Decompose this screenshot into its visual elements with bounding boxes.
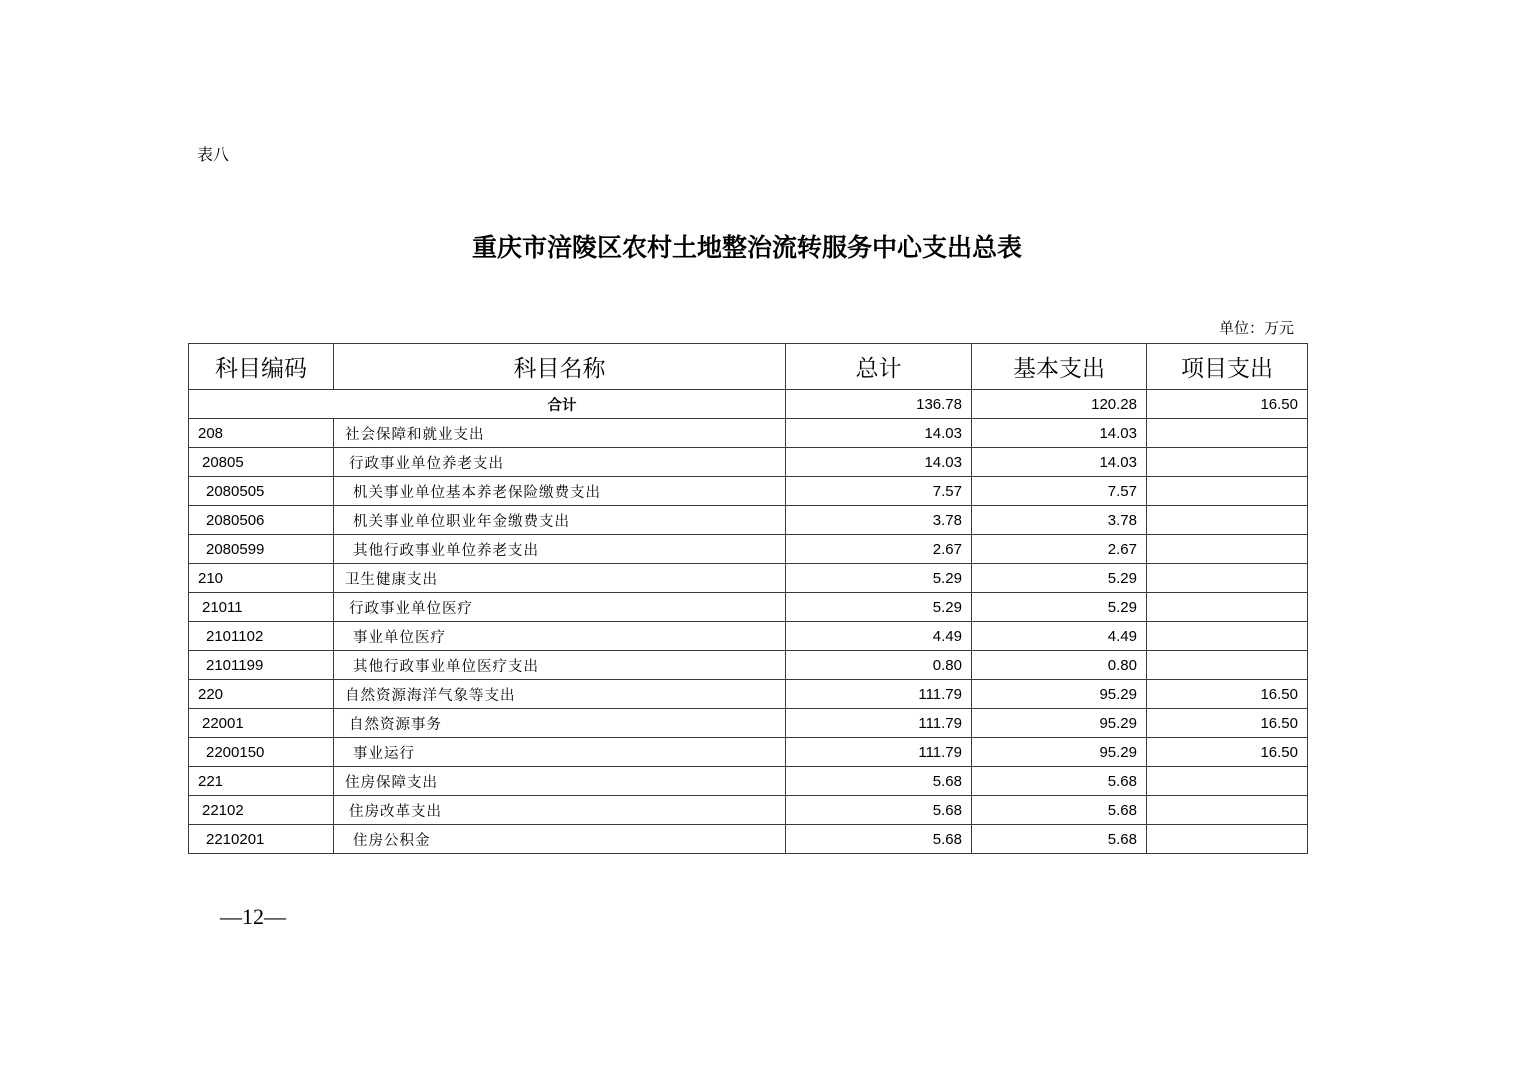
row-code: 220 bbox=[189, 680, 334, 709]
row-name: 住房改革支出 bbox=[334, 796, 786, 825]
row-project bbox=[1147, 506, 1308, 535]
row-project bbox=[1147, 477, 1308, 506]
row-project bbox=[1147, 825, 1308, 854]
header-row bbox=[189, 344, 1308, 390]
row-basic: 2.67 bbox=[972, 535, 1147, 564]
row-basic: 5.68 bbox=[972, 825, 1147, 854]
table-row bbox=[189, 825, 1308, 854]
row-code: 2080506 bbox=[189, 506, 334, 535]
row-code: 210 bbox=[189, 564, 334, 593]
table-row bbox=[189, 564, 1308, 593]
unit-label: 单位：万元 bbox=[1218, 319, 1294, 337]
row-project bbox=[1147, 593, 1308, 622]
row-total: 14.03 bbox=[786, 448, 972, 477]
row-project: 16.50 bbox=[1147, 738, 1308, 767]
table-row bbox=[189, 593, 1308, 622]
row-code: 2210201 bbox=[189, 825, 334, 854]
row-total: 111.79 bbox=[786, 680, 972, 709]
page-number: —12— bbox=[220, 904, 286, 929]
row-project: 16.50 bbox=[1147, 709, 1308, 738]
row-basic: 5.29 bbox=[972, 564, 1147, 593]
row-total: 5.68 bbox=[786, 767, 972, 796]
row-total: 3.78 bbox=[786, 506, 972, 535]
row-total: 111.79 bbox=[786, 709, 972, 738]
row-name: 卫生健康支出 bbox=[334, 564, 786, 593]
row-code: 2101102 bbox=[189, 622, 334, 651]
row-name: 其他行政事业单位医疗支出 bbox=[334, 651, 786, 680]
row-code: 21011 bbox=[189, 593, 334, 622]
row-name: 事业单位医疗 bbox=[334, 622, 786, 651]
row-project bbox=[1147, 564, 1308, 593]
table-row bbox=[189, 796, 1308, 825]
row-project bbox=[1147, 622, 1308, 651]
header-code: 科目编码 bbox=[189, 344, 334, 390]
expense-summary-table bbox=[188, 343, 1308, 854]
row-code: 2080599 bbox=[189, 535, 334, 564]
row-project bbox=[1147, 419, 1308, 448]
row-project bbox=[1147, 448, 1308, 477]
row-basic: 7.57 bbox=[972, 477, 1147, 506]
row-name: 机关事业单位职业年金缴费支出 bbox=[334, 506, 786, 535]
table-row bbox=[189, 448, 1308, 477]
row-name: 事业运行 bbox=[334, 738, 786, 767]
row-total: 111.79 bbox=[786, 738, 972, 767]
row-basic: 4.49 bbox=[972, 622, 1147, 651]
row-total: 5.29 bbox=[786, 564, 972, 593]
row-total: 5.68 bbox=[786, 796, 972, 825]
table-row bbox=[189, 506, 1308, 535]
row-basic: 5.68 bbox=[972, 796, 1147, 825]
row-name: 其他行政事业单位养老支出 bbox=[334, 535, 786, 564]
row-total: 4.49 bbox=[786, 622, 972, 651]
row-name: 社会保障和就业支出 bbox=[334, 419, 786, 448]
row-name: 行政事业单位养老支出 bbox=[334, 448, 786, 477]
table-row bbox=[189, 767, 1308, 796]
row-basic: 14.03 bbox=[972, 448, 1147, 477]
row-code: 20805 bbox=[189, 448, 334, 477]
row-total: 5.29 bbox=[786, 593, 972, 622]
table-row bbox=[189, 651, 1308, 680]
row-code: 22102 bbox=[189, 796, 334, 825]
summary-total: 136.78 bbox=[786, 390, 972, 419]
row-basic: 95.29 bbox=[972, 680, 1147, 709]
row-name: 自然资源海洋气象等支出 bbox=[334, 680, 786, 709]
row-name: 行政事业单位医疗 bbox=[334, 593, 786, 622]
table-label: 表八 bbox=[197, 145, 230, 164]
row-code: 221 bbox=[189, 767, 334, 796]
table-row bbox=[189, 738, 1308, 767]
header-project: 项目支出 bbox=[1147, 344, 1308, 390]
row-basic: 3.78 bbox=[972, 506, 1147, 535]
row-name: 自然资源事务 bbox=[334, 709, 786, 738]
row-total: 14.03 bbox=[786, 419, 972, 448]
table-row bbox=[189, 709, 1308, 738]
row-total: 2.67 bbox=[786, 535, 972, 564]
document-title: 重庆市涪陵区农村土地整治流转服务中心支出总表 bbox=[471, 233, 1022, 262]
table-row bbox=[189, 680, 1308, 709]
row-basic: 5.29 bbox=[972, 593, 1147, 622]
table-row bbox=[189, 622, 1308, 651]
row-name: 住房保障支出 bbox=[334, 767, 786, 796]
row-basic: 14.03 bbox=[972, 419, 1147, 448]
row-name: 住房公积金 bbox=[334, 825, 786, 854]
summary-label: 合计 bbox=[189, 390, 786, 419]
row-name: 机关事业单位基本养老保险缴费支出 bbox=[334, 477, 786, 506]
row-total: 7.57 bbox=[786, 477, 972, 506]
table-row bbox=[189, 477, 1308, 506]
header-total: 总计 bbox=[786, 344, 972, 390]
row-code: 2080505 bbox=[189, 477, 334, 506]
table-row bbox=[189, 419, 1308, 448]
row-basic: 95.29 bbox=[972, 738, 1147, 767]
row-project bbox=[1147, 796, 1308, 825]
summary-basic: 120.28 bbox=[972, 390, 1147, 419]
header-basic: 基本支出 bbox=[972, 344, 1147, 390]
row-code: 208 bbox=[189, 419, 334, 448]
row-total: 0.80 bbox=[786, 651, 972, 680]
summary-project: 16.50 bbox=[1147, 390, 1308, 419]
row-project bbox=[1147, 651, 1308, 680]
row-code: 2101199 bbox=[189, 651, 334, 680]
row-basic: 95.29 bbox=[972, 709, 1147, 738]
row-project: 16.50 bbox=[1147, 680, 1308, 709]
row-code: 2200150 bbox=[189, 738, 334, 767]
row-basic: 0.80 bbox=[972, 651, 1147, 680]
row-project bbox=[1147, 767, 1308, 796]
row-code: 22001 bbox=[189, 709, 334, 738]
header-name: 科目名称 bbox=[334, 344, 786, 390]
row-total: 5.68 bbox=[786, 825, 972, 854]
row-project bbox=[1147, 535, 1308, 564]
table-row bbox=[189, 535, 1308, 564]
row-basic: 5.68 bbox=[972, 767, 1147, 796]
summary-row bbox=[189, 390, 1308, 419]
